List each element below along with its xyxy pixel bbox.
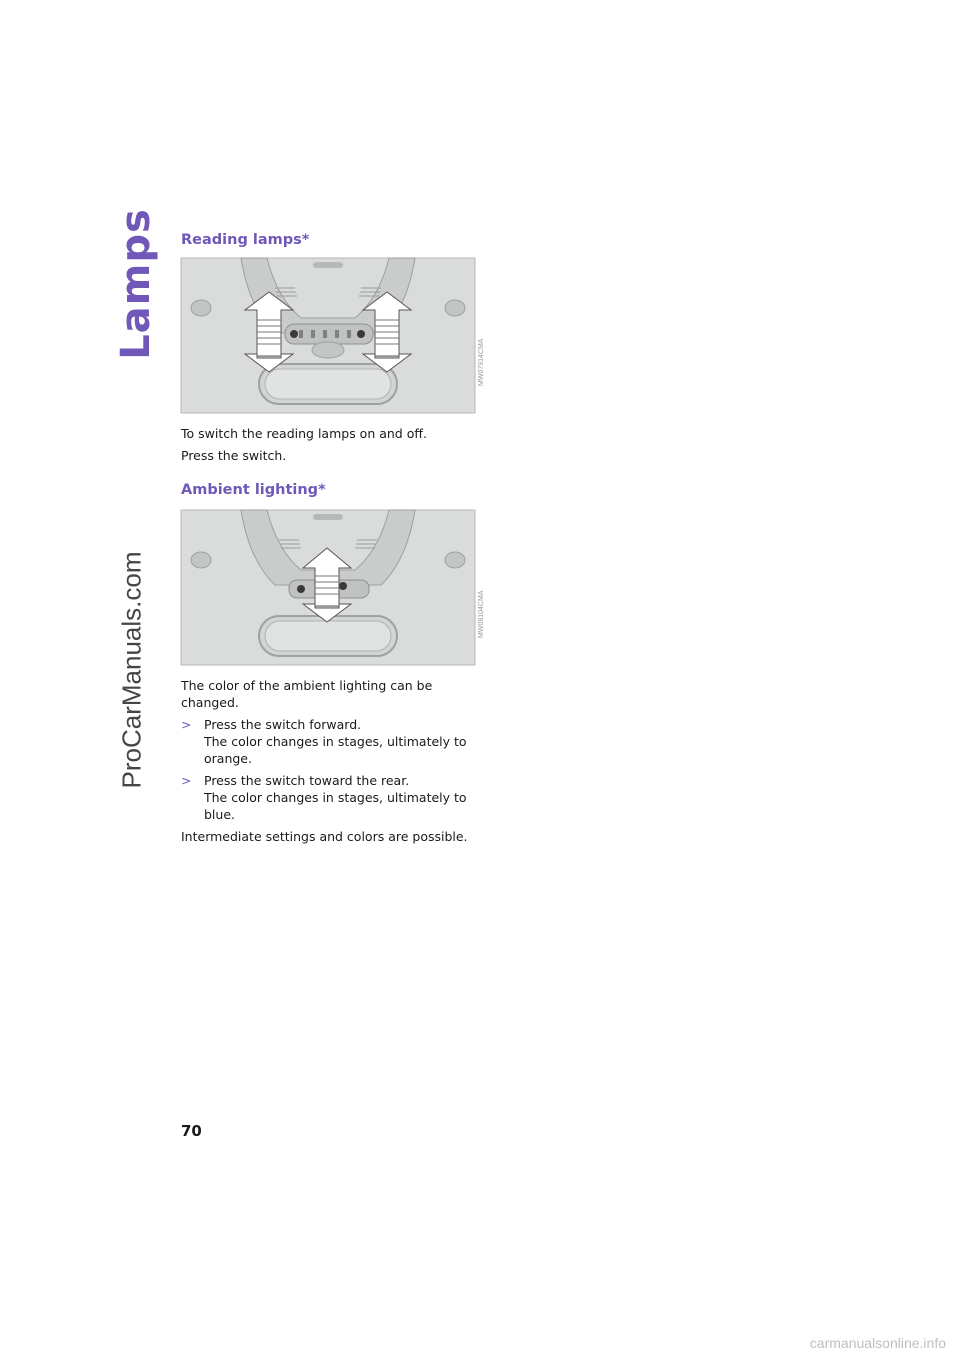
ambient-lighting-steps — [181, 716, 481, 823]
ambient-lighting-closing: Intermediate settings and colors are possible. — [181, 829, 468, 844]
reading-lamps-illustration — [181, 258, 485, 413]
step-result: The color changes in stages, ultimately to orange. — [204, 734, 467, 766]
bullet-marker: > — [181, 773, 192, 788]
ambient-lighting-intro: The color of the ambient lighting can be changed. — [181, 678, 433, 710]
section-heading-reading-lamps: Reading lamps* — [181, 232, 310, 248]
figure-code: MW07914CMA — [478, 338, 485, 386]
chapter-tab — [108, 208, 164, 360]
list-item — [181, 716, 481, 767]
step-action: Press the switch toward the rear. — [204, 773, 410, 788]
page-content — [181, 226, 485, 845]
page-number: 70 — [181, 1122, 202, 1140]
side-watermark-text: ProCarManuals.com — [116, 551, 147, 789]
reading-lamps-text-1: To switch the reading lamps on and off. — [181, 426, 427, 441]
ambient-lighting-illustration — [181, 510, 485, 665]
reading-lamps-text-2: Press the switch. — [181, 448, 287, 463]
figure-code: MW08104CMA — [478, 590, 485, 638]
chapter-tab-label: Lamps — [113, 208, 159, 360]
step-action: Press the switch forward. — [204, 717, 362, 732]
section-heading-ambient-lighting: Ambient lighting* — [181, 482, 326, 498]
footer-watermark: carmanualsonline.info — [809, 1335, 946, 1351]
list-item — [181, 772, 481, 823]
side-watermark — [110, 540, 154, 800]
step-result: The color changes in stages, ultimately to blue. — [204, 790, 467, 822]
bullet-marker: > — [181, 717, 192, 732]
